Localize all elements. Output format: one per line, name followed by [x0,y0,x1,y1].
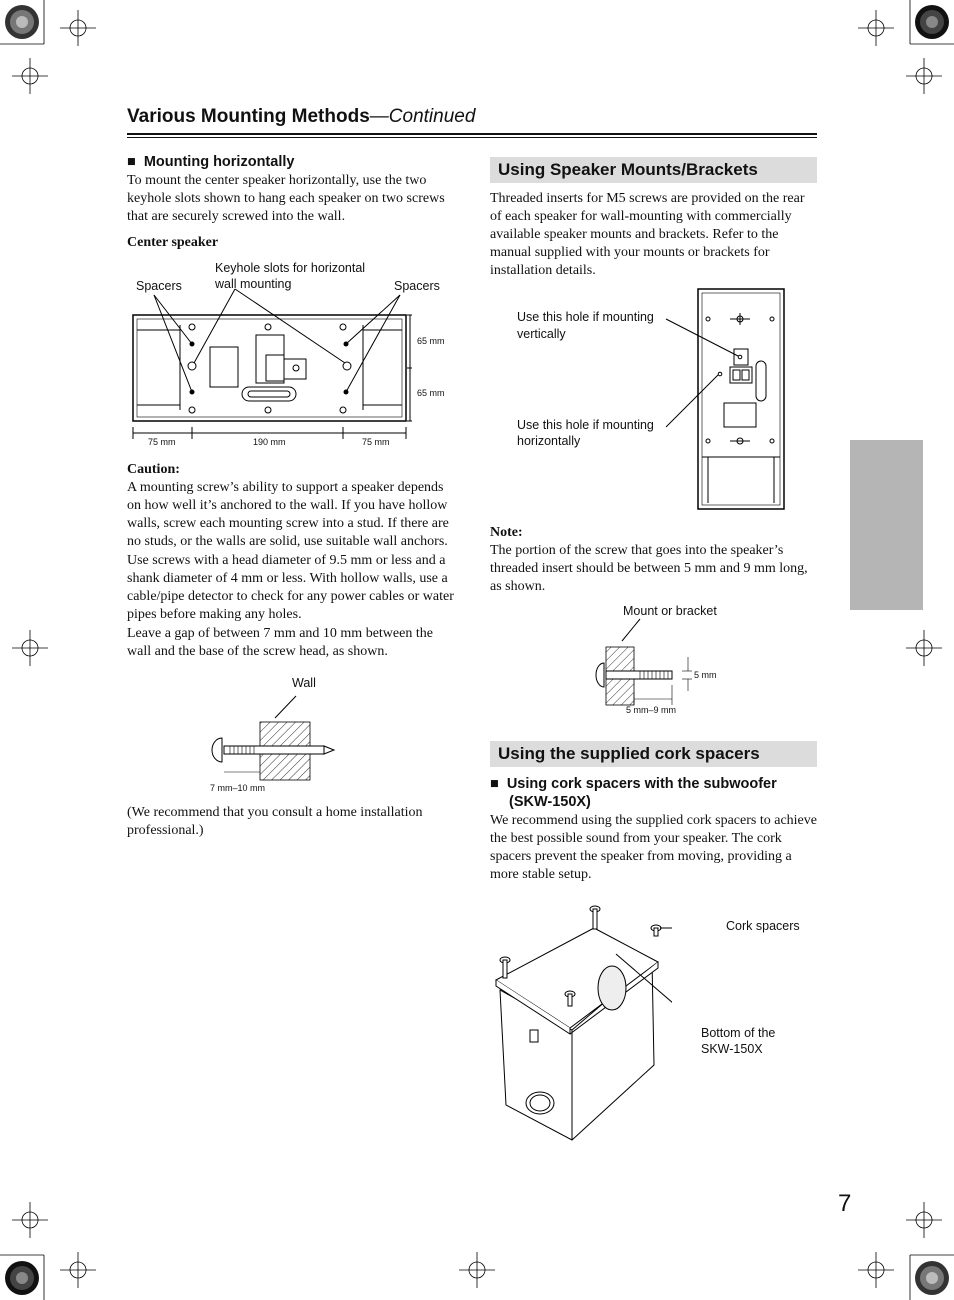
gap-dimension-label: 7 mm–10 mm [210,783,266,793]
mount-bracket-label: Mount or bracket [623,604,717,618]
caution-paragraph-3: Leave a gap of between 7 mm and 10 mm between the wall and the base of the screw head, as shown. [127,626,433,659]
mounting-horizontally-heading [127,154,294,170]
dim-75-left: 75 mm [148,437,176,447]
dim-75-right: 75 mm [362,437,390,447]
page-title-continued: —Continued [369,106,476,127]
page-number: 7 [838,1190,852,1217]
cork-spacers-label: Cork spacers [726,919,800,933]
page-title [127,106,475,128]
caution-paragraph-1: A mounting screw’s ability to support a speaker depends on how well it’s anchored to the wall. If you have hollow walls, screw each mounting screw into a stud. If there are no studs, or the walls are solid, use suitable wall anchors. [127,480,449,549]
wall-screw-diagram [200,690,350,790]
subwoofer-diagram [492,900,672,1150]
vertical-hole-label-line1: Use this hole if mounting [517,310,654,324]
dim-65-top: 65 mm [417,336,445,346]
spacers-left-label: Spacers [136,279,182,293]
side-tab [850,440,923,610]
cork-spacers-body: We recommend using the supplied cork spacers to achieve the best possible sound from your speaker. The cork spacers prevent the speaker from moving, providing a more stable setup. [490,813,817,882]
header-rule [127,133,817,138]
horizontal-hole-label-line1: Use this hole if mounting [517,418,654,432]
wall-label: Wall [292,676,316,690]
square-bullet-icon: ■ [127,154,136,170]
mounting-intro: To mount the center speaker horizontally, use the two keyhole slots shown to hang each speaker on two screws that are securely screwed into the wall. [127,173,445,224]
caution-paragraph-2: Use screws with a head diameter of 9.5 mm or less and a shank diameter of 4 mm or less. With hollow walls, use a cable/pipe detector to check for any power cables or water pipes before making any holes. [127,553,454,622]
dim-190: 190 mm [253,437,286,447]
cork-subheading-line2: (SKW-150X) [509,794,591,810]
keyhole-label-line1: Keyhole slots for horizontal [215,261,366,275]
speaker-mounts-heading: Using Speaker Mounts/Brackets [490,157,817,183]
cork-spacers-heading: Using the supplied cork spacers [490,741,817,767]
dim-5mm: 5 mm [694,670,717,680]
horizontal-hole-label-line2: horizontally [517,434,581,448]
dim-5-9mm: 5 mm–9 mm [626,705,677,715]
bottom-label-line2: SKW-150X [701,1042,763,1056]
speaker-mounts-body: Threaded inserts for M5 screws are provided on the rear of each speaker for wall-mounting with commercially available speaker mounts and brackets. Refer to the manual supplied with your mounts or brackets for installation details. [490,191,805,278]
recommend-note: (We recommend that you consult a home installation professional.) [127,805,423,838]
speaker-rear-diagram [660,285,790,513]
vertical-hole-label-line2: vertically [517,327,566,341]
center-speaker-label: Center speaker [127,235,219,250]
page-title-text: Various Mounting Methods [127,106,370,127]
keyhole-label-line2: wall mounting [215,277,292,291]
mounting-horizontally-text: Mounting horizontally [143,154,295,170]
bottom-label-line1: Bottom of the [701,1026,776,1040]
cork-subheading [490,776,777,792]
square-bullet-icon: ■ [490,776,499,792]
dim-65-bottom: 65 mm [417,388,445,398]
note-body: The portion of the screw that goes into the speaker’s threaded insert should be between 5 mm and 9 mm long, as shown. [490,543,808,594]
cork-subheading-line1: Using cork spacers with the subwoofer [506,776,777,792]
caution-title: Caution: [127,462,180,477]
bracket-screw-diagram [592,615,722,715]
note-title: Note: [490,525,523,540]
spacers-right-label: Spacers [394,279,440,293]
